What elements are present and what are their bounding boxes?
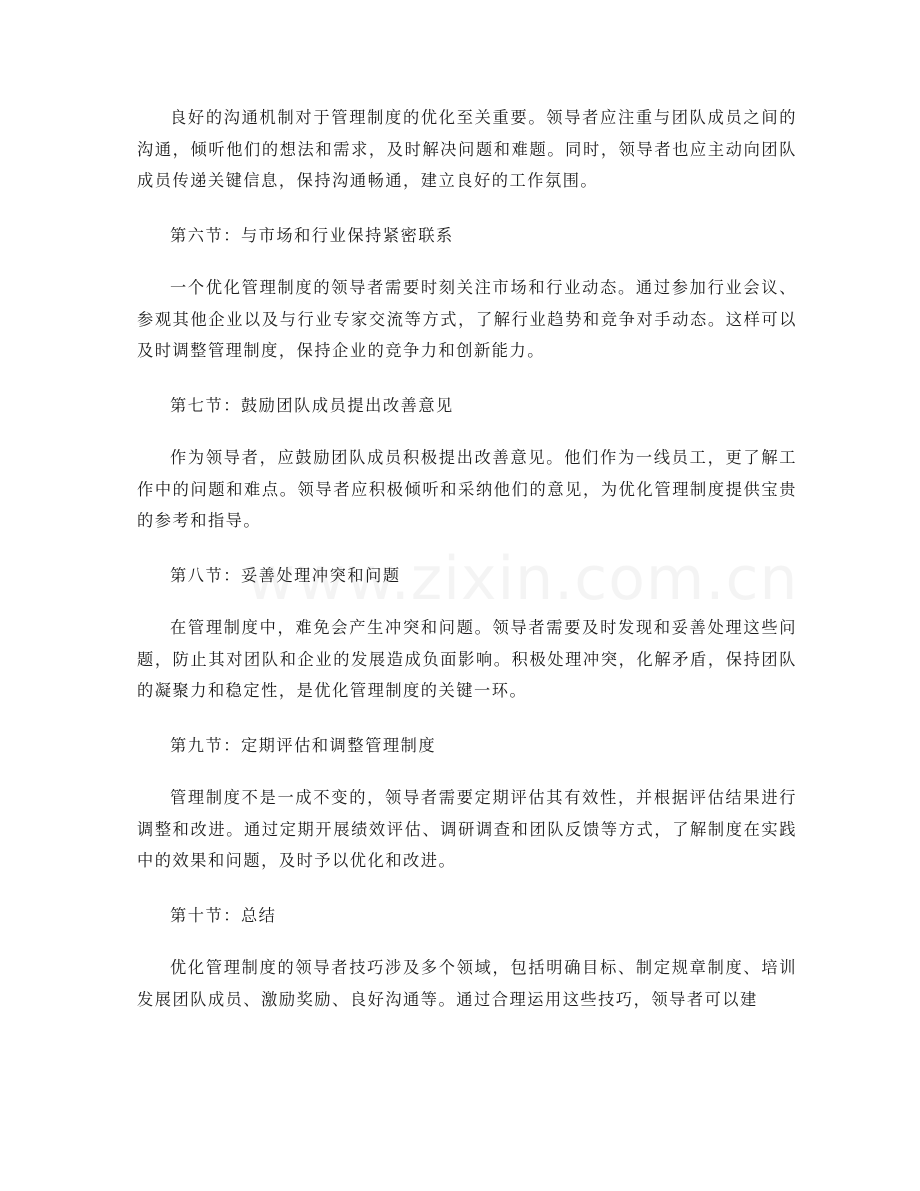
- section-heading-7: 第七节：鼓励团队成员提出改善意见: [170, 395, 454, 415]
- section-heading-8: 第八节：妥善处理冲突和问题: [170, 565, 401, 585]
- paragraph-communication: 良好的沟通机制对于管理制度的优化至关重要。领导者应注重与团队成员之间的沟通，倾听他们的想法和需求，及时解决问题和难题。同时，领导者也应主动向团队成员传递关键信息，保持沟通畅通，建立良好的工作氛围。: [137, 108, 797, 190]
- paragraph-summary: 优化管理制度的领导者技巧涉及多个领域，包括明确目标、制定规章制度、培训发展团队成员、激励奖励、良好沟通等。通过合理运用这些技巧，领导者可以建: [137, 958, 797, 1009]
- section-heading-10: 第十节：总结: [170, 905, 277, 925]
- paragraph-conflicts: 在管理制度中，难免会产生冲突和问题。领导者需要及时发现和妥善处理这些问题，防止其对团队和企业的发展造成负面影响。积极处理冲突，化解矛盾，保持团队的凝聚力和稳定性，是优化管理制度的关键一环。: [137, 618, 797, 700]
- paragraph-evaluation: 管理制度不是一成不变的，领导者需要定期评估其有效性，并根据评估结果进行调整和改进。通过定期开展绩效评估、调研调查和团队反馈等方式，了解制度在实践中的效果和问题，及时予以优化和改进。: [137, 788, 797, 870]
- document-body: [137, 102, 797, 1015]
- section-heading-6: 第六节：与市场和行业保持紧密联系: [170, 225, 454, 245]
- section-heading-9: 第九节：定期评估和调整管理制度: [170, 735, 437, 755]
- paragraph-market: 一个优化管理制度的领导者需要时刻关注市场和行业动态。通过参加行业会议、参观其他企业以及与行业专家交流等方式，了解行业趋势和竞争对手动态。这样可以及时调整管理制度，保持企业的竞争力和创新能力。: [137, 278, 797, 360]
- paragraph-suggestions: 作为领导者，应鼓励团队成员积极提出改善意见。他们作为一线员工，更了解工作中的问题和难点。领导者应积极倾听和采纳他们的意见，为优化管理制度提供宝贵的参考和指导。: [137, 448, 797, 530]
